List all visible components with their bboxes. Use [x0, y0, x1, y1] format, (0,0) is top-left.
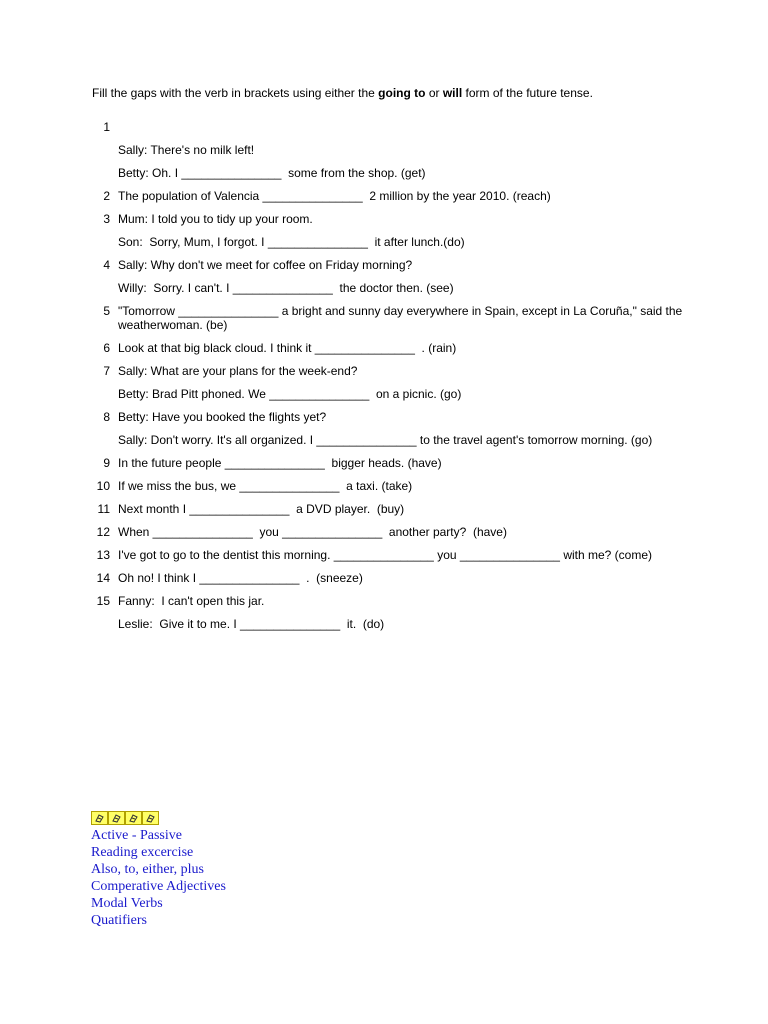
exercise-line: Willy: Sorry. I can't. I _______________ the doctor then. (see)	[118, 281, 454, 295]
exercise-number: 11	[97, 502, 110, 516]
exercise-line: Betty: Oh. I _______________ some from the shop. (get)	[118, 166, 426, 180]
exercise-item	[88, 341, 688, 355]
exercise-item	[88, 258, 688, 295]
related-links	[91, 811, 226, 929]
exercise-number: 15	[96, 594, 110, 608]
exercise-list	[88, 120, 688, 640]
exercise-line: The population of Valencia _______________ 2 million by the year 2010. (reach)	[118, 189, 551, 203]
exercise-line: Sally: There's no milk left!	[118, 143, 255, 157]
link-icon-row	[91, 811, 226, 825]
exercise-line: Sally: Why don't we meet for coffee on Friday morning?	[118, 258, 413, 272]
nav-link[interactable]: Also, to, either, plus	[91, 862, 204, 877]
link-icon[interactable]	[108, 811, 125, 825]
exercise-item	[88, 456, 688, 470]
instruction-suffix: form of the future tense.	[462, 86, 593, 100]
exercise-item	[88, 594, 688, 631]
nav-link[interactable]: Modal Verbs	[91, 896, 163, 911]
exercise-line	[118, 120, 688, 134]
exercise-item	[88, 189, 688, 203]
exercise-item	[88, 364, 688, 401]
exercise-line: Leslie: Give it to me. I _______________ it. (do)	[118, 617, 385, 631]
exercise-number: 1	[103, 120, 110, 134]
exercise-item	[88, 502, 688, 516]
exercise-line: "Tomorrow _______________ a bright and sunny day everywhere in Spain, except in La Coruña," said the weatherwoman. (be)	[118, 304, 683, 332]
exercise-number: 7	[103, 364, 110, 378]
exercise-item	[88, 479, 688, 493]
nav-link[interactable]: Quatifiers	[91, 913, 147, 928]
nav-link[interactable]: Comperative Adjectives	[91, 879, 226, 894]
exercise-number: 12	[96, 525, 110, 539]
instruction-prefix: Fill the gaps with the verb in brackets using either the	[92, 86, 379, 100]
exercise-number: 14	[96, 571, 110, 585]
instruction-middle: or	[425, 86, 443, 100]
exercise-line: Mum: I told you to tidy up your room.	[118, 212, 313, 226]
exercise-item	[88, 120, 688, 180]
exercise-line: Fanny: I can't open this jar.	[118, 594, 265, 608]
link-list	[91, 827, 226, 929]
exercise-line: Betty: Have you booked the flights yet?	[118, 410, 327, 424]
exercise-number: 2	[103, 189, 110, 203]
exercise-item	[88, 410, 688, 447]
link-icon[interactable]	[142, 811, 159, 825]
exercise-number: 9	[103, 456, 110, 470]
instruction-text	[92, 86, 593, 100]
exercise-line: Look at that big black cloud. I think it _______________ . (rain)	[118, 341, 457, 355]
exercise-item	[88, 525, 688, 539]
exercise-line: When _______________ you _______________ another party? (have)	[118, 525, 507, 539]
exercise-number: 3	[103, 212, 110, 226]
exercise-number: 10	[96, 479, 110, 493]
exercise-line: If we miss the bus, we _______________ a taxi. (take)	[118, 479, 413, 493]
nav-link[interactable]: Active - Passive	[91, 828, 182, 843]
exercise-number: 13	[96, 548, 110, 562]
exercise-line: Sally: Don't worry. It's all organized. I _______________ to the travel agent's tomorrow morning. (go)	[118, 433, 653, 447]
exercise-line: Sally: What are your plans for the week-end?	[118, 364, 358, 378]
exercise-item	[88, 212, 688, 249]
exercise-line: In the future people _______________ bigger heads. (have)	[118, 456, 442, 470]
nav-link[interactable]: Reading excercise	[91, 845, 194, 860]
exercise-line: Son: Sorry, Mum, I forgot. I _______________ it after lunch.(do)	[118, 235, 465, 249]
exercise-line: Next month I _______________ a DVD player. (buy)	[118, 502, 405, 516]
exercise-line: I've got to go to the dentist this morning. _______________ you _______________ with me? (come)	[118, 548, 652, 562]
link-icon[interactable]	[91, 811, 108, 825]
exercise-number: 6	[103, 341, 110, 355]
exercise-item	[88, 304, 688, 332]
exercise-number: 4	[103, 258, 110, 272]
exercise-number: 8	[103, 410, 110, 424]
exercise-number: 5	[103, 304, 110, 318]
instruction-will: will	[442, 86, 463, 100]
instruction-going-to: going to	[378, 86, 426, 100]
link-icon[interactable]	[125, 811, 142, 825]
exercise-line: Oh no! I think I _______________ . (sneeze)	[118, 571, 363, 585]
exercise-line: Betty: Brad Pitt phoned. We _______________ on a picnic. (go)	[118, 387, 462, 401]
exercise-item	[88, 548, 688, 562]
exercise-item	[88, 571, 688, 585]
